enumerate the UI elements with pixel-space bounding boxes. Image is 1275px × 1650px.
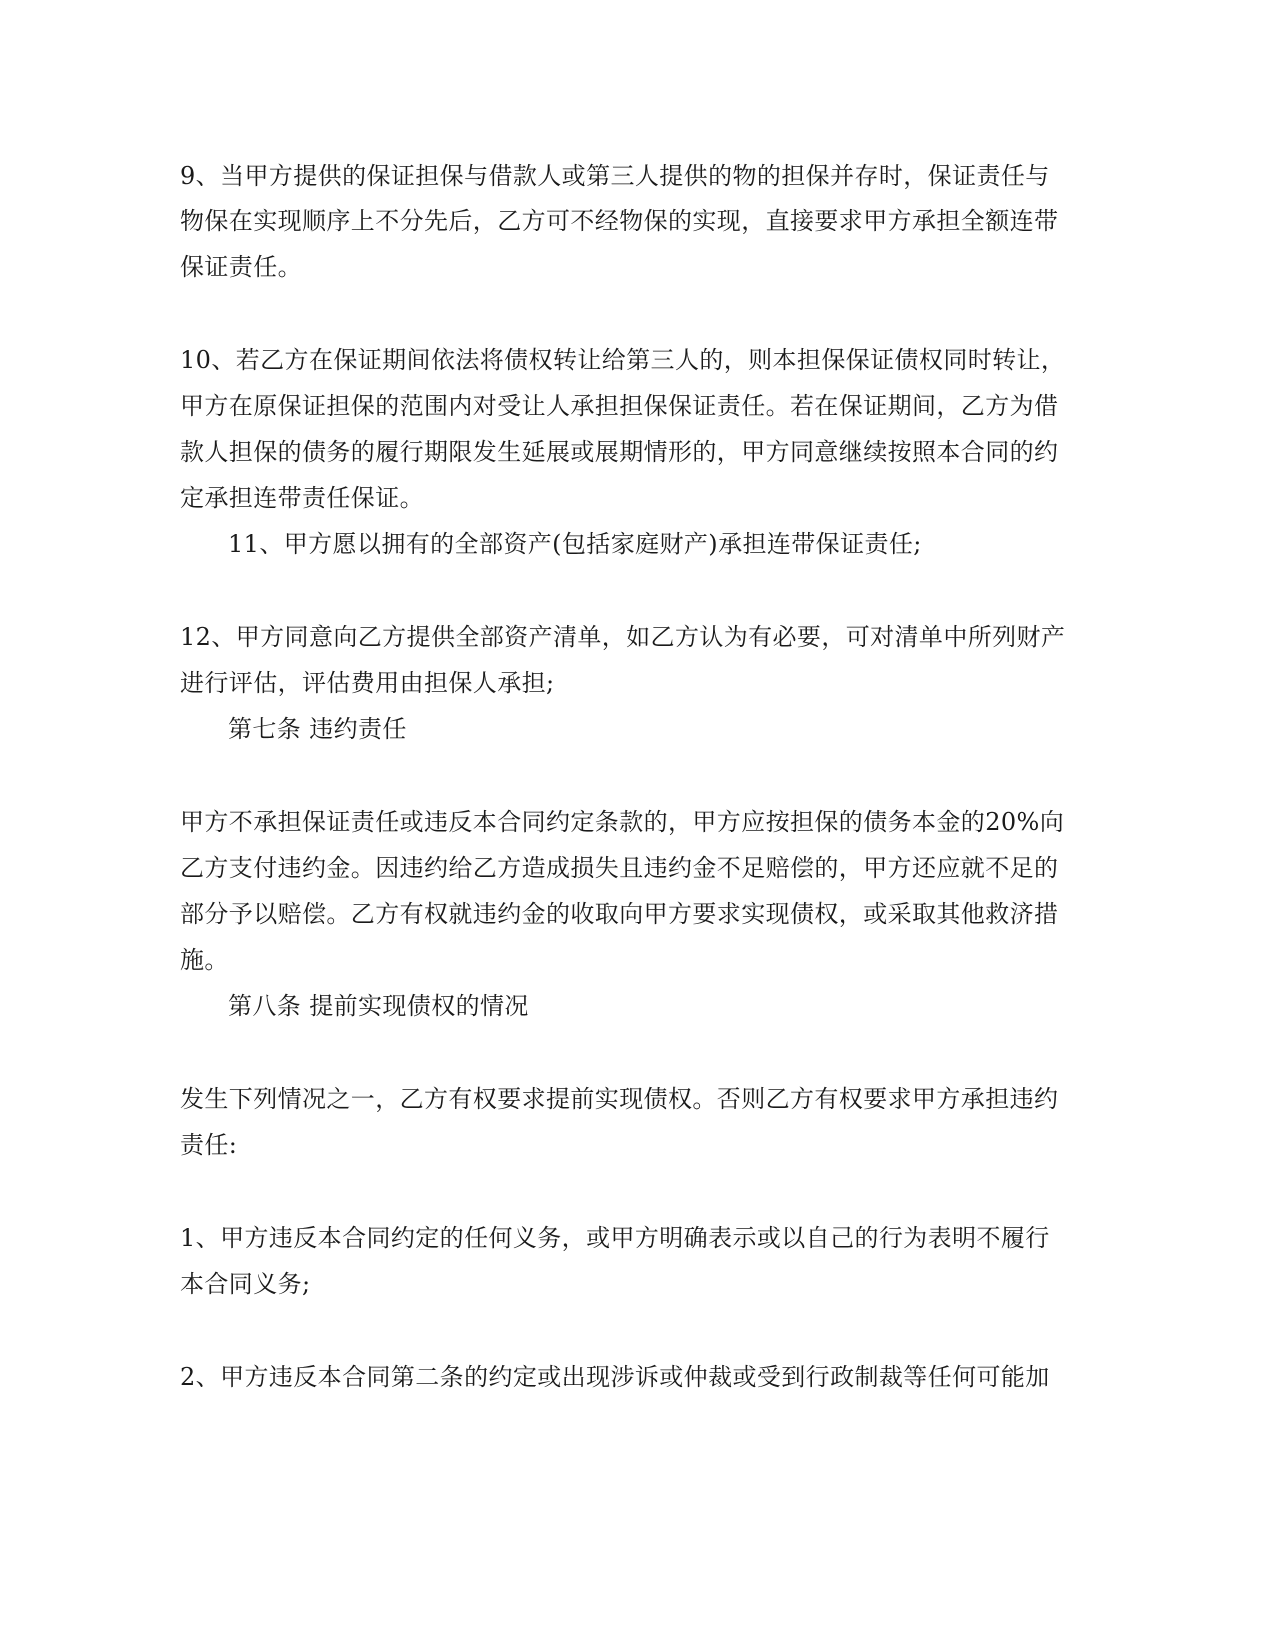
clause-12-line-2: 进行评估，评估费用由担保人承担;: [180, 669, 555, 697]
article-8-heading: 第八条 提前实现债权的情况: [228, 992, 529, 1020]
clause-10-line-4: 定承担连带责任保证。: [180, 484, 424, 512]
clause-10-line-1: 10、若乙方在保证期间依法将债权转让给第三人的，则本担保保证债权同时转让，: [180, 346, 1066, 374]
article-8-item-2-line-1: 2、甲方违反本合同第二条的约定或出现涉诉或仲裁或受到行政制裁等任何可能加: [180, 1363, 1050, 1391]
clause-10-line-3: 款人担保的债务的履行期限发生延展或展期情形的，甲方同意继续按照本合同的约: [180, 438, 1059, 466]
clause-12-line-1: 12、甲方同意向乙方提供全部资产清单，如乙方认为有必要，可对清单中所列财产: [180, 623, 1066, 651]
article-7-line-2: 乙方支付违约金。因违约给乙方造成损失且违约金不足赔偿的，甲方还应就不足的: [180, 854, 1059, 882]
article-8-item-1-line-1: 1、甲方违反本合同约定的任何义务，或甲方明确表示或以自己的行为表明不履行: [180, 1224, 1050, 1252]
article-8-intro-line-1: 发生下列情况之一，乙方有权要求提前实现债权。否则乙方有权要求甲方承担违约: [180, 1085, 1059, 1113]
article-7-line-4: 施。: [180, 946, 229, 974]
article-8-item-1-line-2: 本合同义务;: [180, 1270, 311, 1298]
clause-9-line-2: 物保在实现顺序上不分先后，乙方可不经物保的实现，直接要求甲方承担全额连带: [180, 207, 1059, 235]
article-7-line-1: 甲方不承担保证责任或违反本合同约定条款的，甲方应按担保的债务本金的20%向: [180, 808, 1065, 836]
article-7-line-3: 部分予以赔偿。乙方有权就违约金的收取向甲方要求实现债权，或采取其他救济措: [180, 900, 1059, 928]
article-8-intro-line-2: 责任:: [180, 1131, 238, 1159]
clause-11-line-1: 11、甲方愿以拥有的全部资产(包括家庭财产)承担连带保证责任;: [228, 530, 922, 558]
article-7-heading: 第七条 违约责任: [228, 715, 407, 743]
clause-10-line-2: 甲方在原保证担保的范围内对受让人承担担保保证责任。若在保证期间，乙方为借: [180, 392, 1059, 420]
clause-9-line-1: 9、当甲方提供的保证担保与借款人或第三人提供的物的担保并存时，保证责任与: [180, 162, 1050, 190]
clause-9-line-3: 保证责任。: [180, 253, 302, 281]
